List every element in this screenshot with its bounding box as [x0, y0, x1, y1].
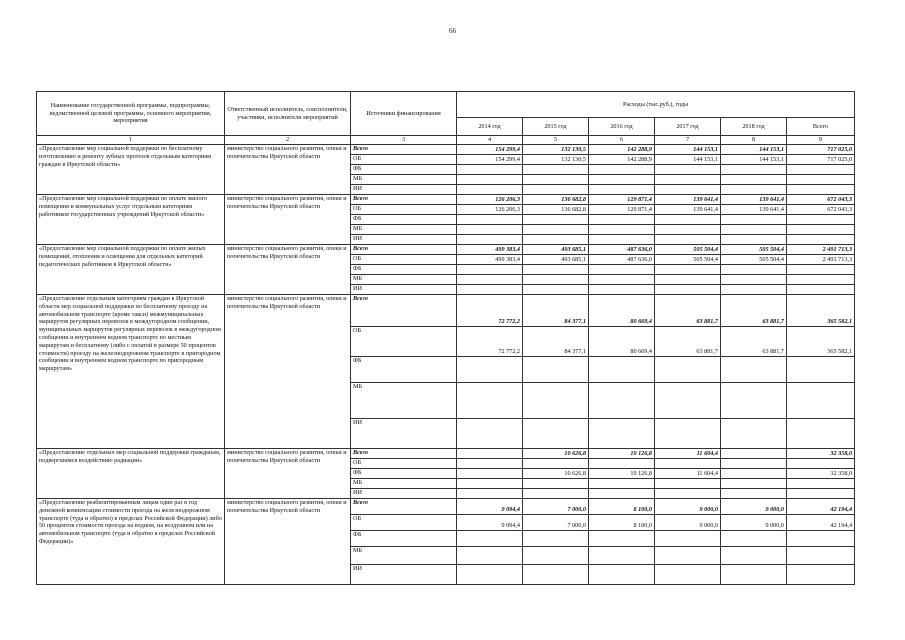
amount-cell — [589, 565, 655, 585]
amount-cell: 32 358,0 — [787, 449, 855, 459]
amount-cell: 8 100,0 — [589, 515, 655, 531]
source-label: ФБ — [351, 215, 457, 225]
source-label: ОБ — [351, 155, 457, 165]
amount-cell — [721, 285, 787, 295]
amount-cell: 505 504,4 — [721, 255, 787, 265]
amount-cell — [655, 175, 721, 185]
amount-cell — [523, 165, 589, 175]
amount-cell — [721, 265, 787, 275]
page-number: 66 — [449, 27, 456, 35]
amount-cell: 154 299,4 — [457, 155, 523, 165]
amount-cell — [523, 357, 589, 383]
amount-cell — [589, 459, 655, 469]
amount-cell — [589, 165, 655, 175]
amount-cell: 42 194,4 — [787, 515, 855, 531]
source-label: ИИ — [351, 489, 457, 499]
amount-cell — [523, 479, 589, 489]
amount-cell — [787, 165, 855, 175]
source-label: ИИ — [351, 185, 457, 195]
source-label: Всего — [351, 499, 457, 515]
amount-cell — [589, 285, 655, 295]
amount-cell — [589, 531, 655, 547]
source-label: ОБ — [351, 459, 457, 469]
amount-cell — [589, 547, 655, 565]
amount-cell — [787, 383, 855, 419]
source-label: ОБ — [351, 205, 457, 215]
amount-cell — [787, 285, 855, 295]
source-label: МБ — [351, 479, 457, 489]
source-label: ОБ — [351, 327, 457, 357]
amount-cell — [721, 469, 787, 479]
amount-cell: 84 377,1 — [523, 327, 589, 357]
amount-cell — [457, 479, 523, 489]
amount-cell: 139 641,4 — [721, 205, 787, 215]
amount-cell: 487 636,0 — [589, 245, 655, 255]
table-row — [37, 245, 855, 255]
amount-cell: 365 582,1 — [787, 295, 855, 327]
amount-cell — [721, 215, 787, 225]
amount-cell: 32 358,0 — [787, 469, 855, 479]
amount-cell — [589, 383, 655, 419]
amount-cell: 132 130,5 — [523, 155, 589, 165]
amount-cell — [589, 175, 655, 185]
amount-cell: 84 377,1 — [523, 295, 589, 327]
source-label: ИИ — [351, 565, 457, 585]
amount-cell: 9 000,0 — [655, 499, 721, 515]
column-number: 8 — [721, 136, 787, 145]
amount-cell — [457, 165, 523, 175]
amount-cell — [523, 225, 589, 235]
amount-cell — [523, 285, 589, 295]
amount-cell: 9 000,0 — [721, 499, 787, 515]
header-year: 2017 год — [655, 118, 721, 136]
amount-cell: 9 094,4 — [457, 515, 523, 531]
amount-cell — [655, 383, 721, 419]
amount-cell: 365 582,1 — [787, 327, 855, 357]
amount-cell — [721, 459, 787, 469]
amount-cell — [523, 419, 589, 449]
amount-cell: 9 094,4 — [457, 499, 523, 515]
amount-cell: 9 000,0 — [721, 515, 787, 531]
table-row — [37, 195, 855, 205]
amount-cell — [655, 185, 721, 195]
column-number: 3 — [351, 136, 457, 145]
amount-cell — [655, 489, 721, 499]
amount-cell: 80 669,4 — [589, 295, 655, 327]
amount-cell — [721, 449, 787, 459]
amount-cell — [721, 175, 787, 185]
amount-cell — [721, 383, 787, 419]
amount-cell: 139 641,4 — [721, 195, 787, 205]
amount-cell — [721, 185, 787, 195]
amount-cell — [523, 383, 589, 419]
amount-cell: 717 025,0 — [787, 145, 855, 155]
source-label: Всего — [351, 449, 457, 459]
source-label: Всего — [351, 145, 457, 155]
table-row — [37, 499, 855, 515]
amount-cell — [589, 185, 655, 195]
amount-cell: 72 772,2 — [457, 295, 523, 327]
amount-cell — [523, 489, 589, 499]
amount-cell: 487 636,0 — [589, 255, 655, 265]
header-responsible: Ответственный исполнитель, соисполнители, участники, исполнители мероприятий — [225, 92, 351, 136]
amount-cell — [457, 265, 523, 275]
amount-cell — [523, 547, 589, 565]
amount-cell — [787, 175, 855, 185]
amount-cell — [655, 547, 721, 565]
header-year: 2018 год — [721, 118, 787, 136]
amount-cell — [457, 225, 523, 235]
amount-cell: 129 871,4 — [589, 205, 655, 215]
amount-cell: 7 000,0 — [523, 499, 589, 515]
amount-cell — [787, 235, 855, 245]
amount-cell — [721, 275, 787, 285]
amount-cell — [655, 285, 721, 295]
source-label: ФБ — [351, 357, 457, 383]
amount-cell: 142 288,9 — [589, 145, 655, 155]
amount-cell — [787, 547, 855, 565]
column-number: 4 — [457, 136, 523, 145]
column-number: 9 — [787, 136, 855, 145]
amount-cell: 505 504,4 — [655, 245, 721, 255]
amount-cell: 8 100,0 — [589, 499, 655, 515]
measure-name: «Предоставление мер социальной поддержки по бесплатному изготовлению и ремонту зубных протезов отдельным категориям граждан в Иркутской области» — [37, 145, 225, 195]
amount-cell — [655, 479, 721, 489]
measure-responsible: министерство социального развития, опеки и попечительства Иркутской области — [225, 245, 351, 295]
measure-responsible: министерство социального развития, опеки и попечительства Иркутской области — [225, 499, 351, 585]
amount-cell — [523, 459, 589, 469]
amount-cell — [457, 383, 523, 419]
measure-name: «Предоставление мер социальной поддержки по оплате жилых помещений, отопления и освещения для отдельных категорий педагогических работников в Иркутской области» — [37, 245, 225, 295]
amount-cell: 72 772,2 — [457, 327, 523, 357]
amount-cell: 10 126,8 — [589, 469, 655, 479]
column-number: 5 — [523, 136, 589, 145]
measure-name: «Предоставление мер социальной поддержки по оплате жилого помещения и коммунальных услуг отдельным категориям работников государственных учреждений Иркутской области» — [37, 195, 225, 245]
amount-cell: 672 043,3 — [787, 195, 855, 205]
amount-cell — [457, 565, 523, 585]
amount-cell: 139 641,4 — [655, 195, 721, 205]
amount-cell — [589, 489, 655, 499]
column-number: 7 — [655, 136, 721, 145]
amount-cell — [523, 265, 589, 275]
amount-cell: 493 685,1 — [523, 255, 589, 265]
source-label: МБ — [351, 225, 457, 235]
amount-cell — [787, 215, 855, 225]
amount-cell: 11 604,4 — [655, 449, 721, 459]
amount-cell — [721, 547, 787, 565]
amount-cell — [655, 265, 721, 275]
amount-cell — [721, 419, 787, 449]
amount-cell — [457, 185, 523, 195]
amount-cell — [787, 565, 855, 585]
amount-cell — [523, 565, 589, 585]
source-label: ОБ — [351, 255, 457, 265]
amount-cell — [721, 565, 787, 585]
source-label: ИИ — [351, 285, 457, 295]
amount-cell — [655, 531, 721, 547]
amount-cell — [457, 357, 523, 383]
amount-cell — [589, 235, 655, 245]
amount-cell — [523, 531, 589, 547]
amount-cell: 499 383,4 — [457, 255, 523, 265]
header-source: Источники финансирования — [351, 92, 457, 136]
measure-responsible: министерство социального развития, опеки и попечительства Иркутской области — [225, 295, 351, 449]
amount-cell: 132 130,5 — [523, 145, 589, 155]
amount-cell: 144 153,1 — [721, 145, 787, 155]
table-row — [37, 295, 855, 327]
amount-cell: 80 669,4 — [589, 327, 655, 357]
amount-cell — [523, 235, 589, 245]
measure-name: «Предоставление отдельных мер социальной поддержки гражданам, подвергшимся воздействию радиации» — [37, 449, 225, 499]
amount-cell: 136 682,8 — [523, 205, 589, 215]
amount-cell — [457, 175, 523, 185]
amount-cell — [457, 489, 523, 499]
amount-cell — [655, 275, 721, 285]
amount-cell — [787, 225, 855, 235]
amount-cell — [787, 357, 855, 383]
amount-cell: 139 641,4 — [655, 205, 721, 215]
measure-responsible: министерство социального развития, опеки и попечительства Иркутской области — [225, 195, 351, 245]
header-name: Наименование государственной программы, подпрограммы, ведомственной целевой программы, основного мероприятия, мероприятия — [37, 92, 225, 136]
source-label: ФБ — [351, 165, 457, 175]
amount-cell: 499 383,4 — [457, 245, 523, 255]
amount-cell — [721, 165, 787, 175]
amount-cell — [589, 419, 655, 449]
amount-cell: 126 206,3 — [457, 195, 523, 205]
source-label: ФБ — [351, 531, 457, 547]
amount-cell — [457, 469, 523, 479]
amount-cell — [787, 479, 855, 489]
source-label: ИИ — [351, 419, 457, 449]
amount-cell — [523, 185, 589, 195]
amount-cell — [589, 265, 655, 275]
source-label: Всего — [351, 295, 457, 327]
amount-cell: 10 126,8 — [589, 449, 655, 459]
amount-cell — [523, 175, 589, 185]
source-label: Всего — [351, 195, 457, 205]
amount-cell — [457, 531, 523, 547]
amount-cell — [457, 275, 523, 285]
amount-cell: 717 025,0 — [787, 155, 855, 165]
amount-cell — [787, 265, 855, 275]
amount-cell: 154 299,4 — [457, 145, 523, 155]
amount-cell: 129 871,4 — [589, 195, 655, 205]
amount-cell: 11 604,4 — [655, 469, 721, 479]
header-year: 2015 год — [523, 118, 589, 136]
amount-cell — [589, 275, 655, 285]
amount-cell: 144 153,1 — [655, 155, 721, 165]
amount-cell: 2 491 713,3 — [787, 255, 855, 265]
source-label: ФБ — [351, 469, 457, 479]
source-label: ФБ — [351, 265, 457, 275]
amount-cell — [721, 479, 787, 489]
amount-cell: 9 000,0 — [655, 515, 721, 531]
amount-cell — [589, 357, 655, 383]
source-label: ОБ — [351, 515, 457, 531]
expenses-table — [36, 91, 855, 585]
amount-cell: 505 504,4 — [721, 245, 787, 255]
measure-responsible: министерство социального развития, опеки и попечительства Иркутской области — [225, 145, 351, 195]
measure-responsible: министерство социального развития, опеки и попечительства Иркутской области — [225, 449, 351, 499]
amount-cell — [457, 235, 523, 245]
amount-cell — [787, 489, 855, 499]
amount-cell — [655, 459, 721, 469]
amount-cell — [457, 419, 523, 449]
amount-cell — [787, 275, 855, 285]
table-row — [37, 449, 855, 459]
amount-cell — [655, 165, 721, 175]
amount-cell — [523, 215, 589, 225]
measure-name: «Предоставление отдельным категориям граждан в Иркутской области мер социальной поддержки по бесплатному проезду на автомобильном транспорте (кроме такси) межмуниципальных маршрутов регулярных перевозок в междугородном сообщении, муниципальных маршрутов регулярных перевозок в междугородном сообщении и внутреннем водном транспорте по местным маршрутам и бесплатному (либо с оплатой в размере 50 процентов стоимости) проезду на железнодорожном транспорте в пригородном сообщении и внутреннем водном транспорте по пригородным маршрутам» — [37, 295, 225, 449]
amount-cell — [457, 547, 523, 565]
column-number: 2 — [225, 136, 351, 145]
amount-cell: 493 685,1 — [523, 245, 589, 255]
amount-cell: 136 682,8 — [523, 195, 589, 205]
amount-cell — [589, 479, 655, 489]
amount-cell — [589, 215, 655, 225]
source-label: ИИ — [351, 235, 457, 245]
table-row — [37, 145, 855, 155]
amount-cell — [457, 449, 523, 459]
amount-cell: 63 881,7 — [721, 295, 787, 327]
measure-name: «Предоставление реабилитированным лицам один раз в год денежной компенсации стоимости проезда на железнодорожном транспорте (туда и обратно) в пределах Российской Федерации) либо 50 процентов стоимости проезда на водном, на воздушном или на автомобильном транспорте (туда и обратно в пределах Российской Федерации)» — [37, 499, 225, 585]
source-label: МБ — [351, 275, 457, 285]
source-label: Всего — [351, 245, 457, 255]
source-label: МБ — [351, 383, 457, 419]
header-year: 2016 год — [589, 118, 655, 136]
amount-cell — [655, 235, 721, 245]
source-label: МБ — [351, 547, 457, 565]
amount-cell — [457, 285, 523, 295]
amount-cell — [787, 459, 855, 469]
source-label: МБ — [351, 175, 457, 185]
column-number: 6 — [589, 136, 655, 145]
amount-cell: 126 206,3 — [457, 205, 523, 215]
amount-cell — [655, 565, 721, 585]
column-number: 1 — [37, 136, 225, 145]
amount-cell: 672 043,3 — [787, 205, 855, 215]
amount-cell: 63 881,7 — [655, 295, 721, 327]
amount-cell — [721, 357, 787, 383]
amount-cell — [655, 357, 721, 383]
amount-cell: 142 288,9 — [589, 155, 655, 165]
amount-cell: 10 626,8 — [523, 449, 589, 459]
amount-cell — [457, 215, 523, 225]
amount-cell: 144 153,1 — [655, 145, 721, 155]
amount-cell — [655, 215, 721, 225]
amount-cell — [523, 275, 589, 285]
amount-cell — [787, 419, 855, 449]
amount-cell: 63 881,7 — [655, 327, 721, 357]
header-expenses: Расходы (тыс.руб.), годы — [457, 92, 855, 118]
amount-cell: 42 194,4 — [787, 499, 855, 515]
header-total: Всего — [787, 118, 855, 136]
amount-cell: 2 491 713,3 — [787, 245, 855, 255]
amount-cell — [787, 531, 855, 547]
amount-cell — [589, 225, 655, 235]
amount-cell — [655, 419, 721, 449]
amount-cell — [721, 235, 787, 245]
amount-cell: 144 153,1 — [721, 155, 787, 165]
amount-cell: 505 504,4 — [655, 255, 721, 265]
header-year: 2014 год — [457, 118, 523, 136]
amount-cell: 63 881,7 — [721, 327, 787, 357]
amount-cell — [721, 489, 787, 499]
amount-cell — [457, 459, 523, 469]
amount-cell: 10 626,8 — [523, 469, 589, 479]
amount-cell — [721, 225, 787, 235]
amount-cell — [655, 225, 721, 235]
amount-cell: 7 000,0 — [523, 515, 589, 531]
amount-cell — [787, 185, 855, 195]
amount-cell — [721, 531, 787, 547]
